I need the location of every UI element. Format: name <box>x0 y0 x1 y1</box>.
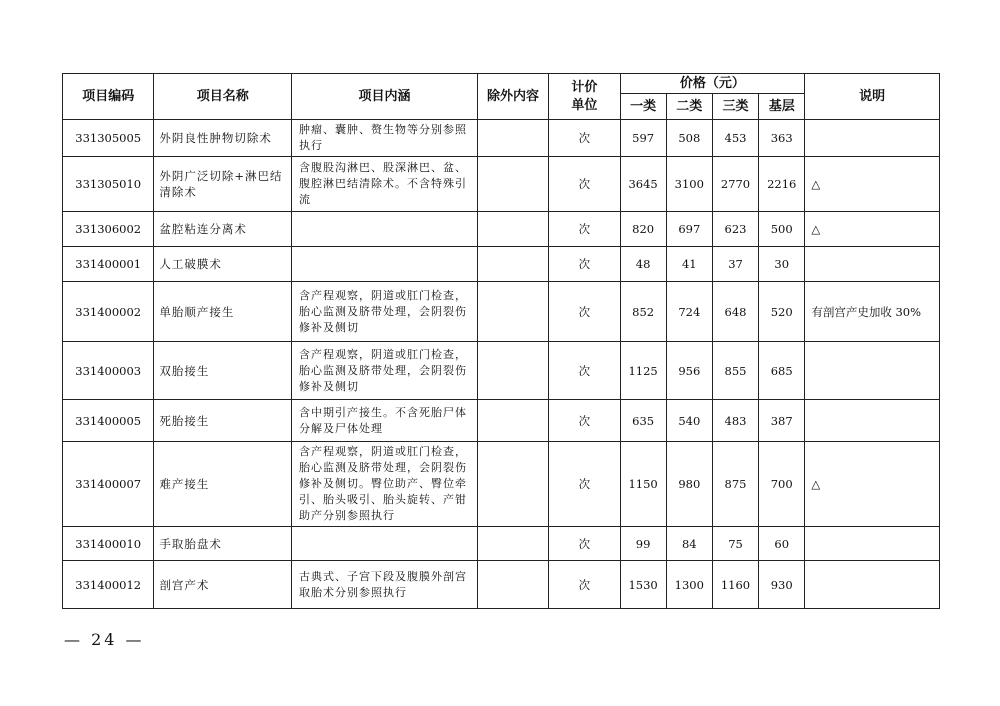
cell-note <box>805 561 940 609</box>
table-row <box>63 212 940 247</box>
cell-exclude <box>477 282 548 342</box>
cell-note <box>805 120 940 157</box>
header-basic: 基层 <box>759 94 805 120</box>
cell-note <box>805 342 940 400</box>
table-row <box>63 342 940 400</box>
cell-unit: 次 <box>549 442 620 527</box>
cell-price-class3: 1160 <box>712 561 758 609</box>
cell-unit: 次 <box>549 342 620 400</box>
cell-unit: 次 <box>549 527 620 561</box>
cell-price-class1: 852 <box>620 282 666 342</box>
cell-price-class3: 483 <box>712 400 758 442</box>
cell-price-class3: 648 <box>712 282 758 342</box>
cell-note: 有剖宫产史加收 30% <box>805 282 940 342</box>
cell-note <box>805 400 940 442</box>
cell-unit: 次 <box>549 400 620 442</box>
cell-price-class3: 855 <box>712 342 758 400</box>
cell-exclude <box>477 120 548 157</box>
header-exclude: 除外内容 <box>477 74 548 120</box>
cell-price-class1: 1530 <box>620 561 666 609</box>
cell-exclude <box>477 342 548 400</box>
cell-price-basic: 2216 <box>759 157 805 212</box>
cell-price-class2: 540 <box>666 400 712 442</box>
cell-price-class2: 3100 <box>666 157 712 212</box>
cell-name: 盆腔粘连分离术 <box>154 212 292 247</box>
cell-price-class2: 697 <box>666 212 712 247</box>
table-row <box>63 527 940 561</box>
cell-code: 331400005 <box>63 400 154 442</box>
cell-price-class2: 1300 <box>666 561 712 609</box>
cell-content: 古典式、子宫下段及腹膜外剖宫取胎术分别参照执行 <box>292 561 478 609</box>
table-row <box>63 157 940 212</box>
header-unit-line2: 单位 <box>571 97 598 113</box>
header-content: 项目内涵 <box>292 74 478 120</box>
cell-price-class1: 635 <box>620 400 666 442</box>
cell-exclude <box>477 247 548 282</box>
cell-name: 剖宫产术 <box>154 561 292 609</box>
cell-unit: 次 <box>549 120 620 157</box>
price-table <box>62 73 940 609</box>
cell-price-basic: 685 <box>759 342 805 400</box>
header-note: 说明 <box>805 74 940 120</box>
cell-code: 331400007 <box>63 442 154 527</box>
cell-unit: 次 <box>549 282 620 342</box>
cell-content <box>292 527 478 561</box>
cell-name: 难产接生 <box>154 442 292 527</box>
cell-content: 肿瘤、囊肿、赘生物等分别参照执行 <box>292 120 478 157</box>
cell-price-class1: 48 <box>620 247 666 282</box>
table-header <box>63 74 940 120</box>
cell-unit: 次 <box>549 212 620 247</box>
cell-price-class2: 980 <box>666 442 712 527</box>
cell-note: △ <box>805 157 940 212</box>
header-class3: 三类 <box>712 94 758 120</box>
cell-exclude <box>477 212 548 247</box>
cell-exclude <box>477 157 548 212</box>
cell-name: 人工破膜术 <box>154 247 292 282</box>
table-row <box>63 247 940 282</box>
cell-price-basic: 700 <box>759 442 805 527</box>
header-class1: 一类 <box>620 94 666 120</box>
cell-price-class2: 956 <box>666 342 712 400</box>
cell-code: 331400003 <box>63 342 154 400</box>
cell-note: △ <box>805 212 940 247</box>
cell-note <box>805 247 940 282</box>
cell-price-basic: 930 <box>759 561 805 609</box>
cell-price-basic: 387 <box>759 400 805 442</box>
cell-price-class1: 1150 <box>620 442 666 527</box>
cell-exclude <box>477 400 548 442</box>
cell-content: 含中期引产接生。不含死胎尸体分解及尸体处理 <box>292 400 478 442</box>
table-row <box>63 400 940 442</box>
cell-price-basic: 60 <box>759 527 805 561</box>
cell-exclude <box>477 527 548 561</box>
cell-name: 单胎顺产接生 <box>154 282 292 342</box>
cell-name: 外阴广泛切除+淋巴结清除术 <box>154 157 292 212</box>
cell-price-class3: 453 <box>712 120 758 157</box>
cell-exclude <box>477 561 548 609</box>
page-number: — 24 — <box>64 630 145 649</box>
cell-code: 331400012 <box>63 561 154 609</box>
cell-price-class1: 3645 <box>620 157 666 212</box>
cell-content <box>292 247 478 282</box>
cell-name: 双胎接生 <box>154 342 292 400</box>
cell-price-class3: 37 <box>712 247 758 282</box>
cell-price-class3: 875 <box>712 442 758 527</box>
cell-code: 331400001 <box>63 247 154 282</box>
cell-price-class2: 724 <box>666 282 712 342</box>
cell-price-basic: 30 <box>759 247 805 282</box>
cell-note: △ <box>805 442 940 527</box>
cell-content: 含腹股沟淋巴、股深淋巴、盆、腹腔淋巴结清除术。不含特殊引流 <box>292 157 478 212</box>
cell-price-basic: 520 <box>759 282 805 342</box>
header-name: 项目名称 <box>154 74 292 120</box>
cell-content <box>292 212 478 247</box>
cell-name: 外阴良性肿物切除术 <box>154 120 292 157</box>
table-row <box>63 282 940 342</box>
cell-unit: 次 <box>549 157 620 212</box>
cell-price-class3: 2770 <box>712 157 758 212</box>
cell-code: 331306002 <box>63 212 154 247</box>
cell-price-basic: 363 <box>759 120 805 157</box>
cell-content: 含产程观察，阴道或肛门检查，胎心监测及脐带处理，会阴裂伤修补及侧切 <box>292 282 478 342</box>
table-row <box>63 120 940 157</box>
header-class2: 二类 <box>666 94 712 120</box>
cell-code: 331305010 <box>63 157 154 212</box>
cell-name: 手取胎盘术 <box>154 527 292 561</box>
cell-code: 331400010 <box>63 527 154 561</box>
cell-price-class1: 1125 <box>620 342 666 400</box>
cell-content: 含产程观察，阴道或肛门检查，胎心监测及脐带处理，会阴裂伤修补及侧切。臀位助产、臀位牵引、胎头吸引、胎头旋转、产钳助产分别参照执行 <box>292 442 478 527</box>
cell-unit: 次 <box>549 561 620 609</box>
cell-code: 331400002 <box>63 282 154 342</box>
cell-code: 331305005 <box>63 120 154 157</box>
cell-note <box>805 527 940 561</box>
cell-exclude <box>477 442 548 527</box>
cell-name: 死胎接生 <box>154 400 292 442</box>
cell-content: 含产程观察，阴道或肛门检查，胎心监测及脐带处理，会阴裂伤修补及侧切 <box>292 342 478 400</box>
header-code: 项目编码 <box>63 74 154 120</box>
cell-price-class2: 84 <box>666 527 712 561</box>
cell-price-class2: 508 <box>666 120 712 157</box>
cell-price-class1: 99 <box>620 527 666 561</box>
cell-price-class3: 75 <box>712 527 758 561</box>
table-row <box>63 561 940 609</box>
cell-price-basic: 500 <box>759 212 805 247</box>
table-row <box>63 442 940 527</box>
header-unit-line1: 计价 <box>571 79 598 95</box>
header-unit <box>549 74 620 120</box>
table-body <box>63 120 940 609</box>
cell-price-class1: 597 <box>620 120 666 157</box>
cell-unit: 次 <box>549 247 620 282</box>
cell-price-class2: 41 <box>666 247 712 282</box>
header-price: 价格（元） <box>620 74 805 94</box>
cell-price-class1: 820 <box>620 212 666 247</box>
cell-price-class3: 623 <box>712 212 758 247</box>
